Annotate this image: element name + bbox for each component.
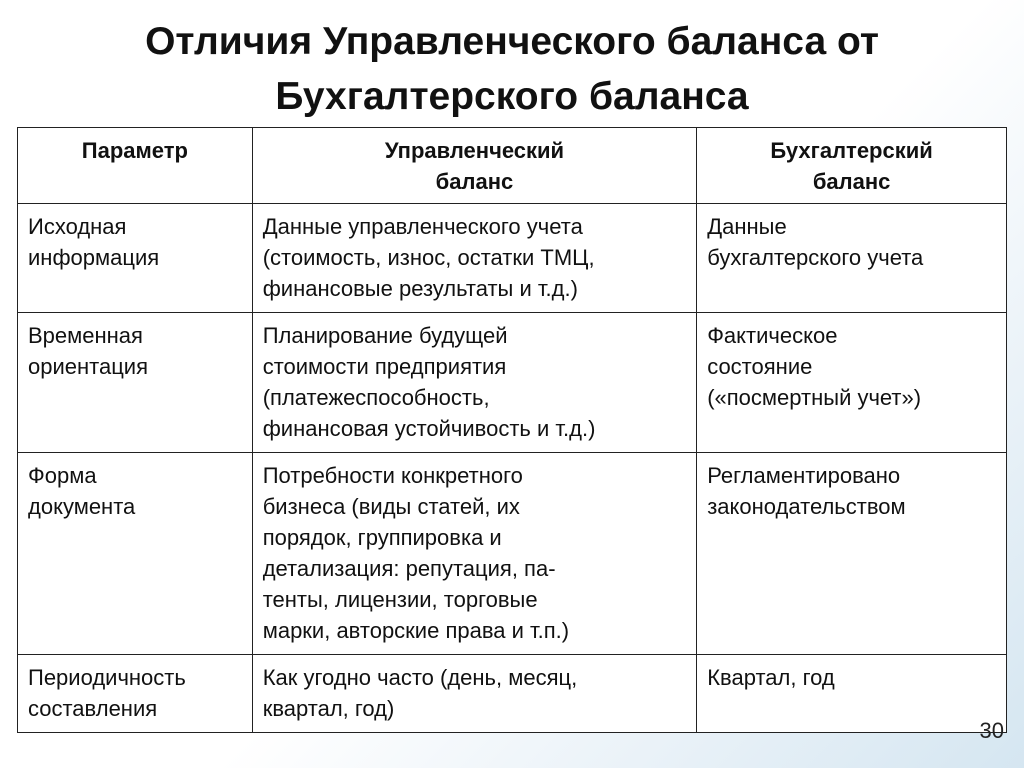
cell-managerial: Потребности конкретного бизнеса (виды статей, их порядок, группировка и детализация: репутация, па- тенты, лицензии, торговые марки, авторские права и т.п.)	[252, 453, 697, 655]
header-accounting-balance: Бухгалтерский баланс	[697, 128, 1007, 204]
cell-parameter: Исходная информация	[18, 204, 253, 313]
cell-accounting: Регламентировано законодательством	[697, 453, 1007, 655]
table-header-row	[18, 128, 1007, 204]
table-row	[18, 313, 1007, 453]
title-line-2: Бухгалтерского баланса	[275, 75, 749, 118]
table-row	[18, 453, 1007, 655]
comparison-table	[17, 127, 1007, 733]
cell-parameter: Временная ориентация	[18, 313, 253, 453]
cell-accounting: Квартал, год	[697, 655, 1007, 733]
cell-accounting: Фактическое состояние («посмертный учет»)	[697, 313, 1007, 453]
header-managerial-balance: Управленческий баланс	[252, 128, 697, 204]
cell-managerial: Как угодно часто (день, месяц, квартал, год)	[252, 655, 697, 733]
cell-accounting: Данные бухгалтерского учета	[697, 204, 1007, 313]
title-line-1: Отличия Управленческого баланса от	[145, 20, 879, 63]
header-parameter: Параметр	[18, 128, 253, 204]
cell-parameter: Форма документа	[18, 453, 253, 655]
cell-parameter: Периодичность составления	[18, 655, 253, 733]
page-number: 30	[979, 718, 1004, 743]
cell-managerial: Планирование будущей стоимости предприятия (платежеспособность, финансовая устойчивость и т.д.)	[252, 313, 697, 453]
cell-managerial: Данные управленческого учета (стоимость, износ, остатки ТМЦ, финансовые результаты и т.д.)	[252, 204, 697, 313]
table-row	[18, 655, 1007, 733]
table-row	[18, 204, 1007, 313]
slide-title	[40, 14, 984, 124]
